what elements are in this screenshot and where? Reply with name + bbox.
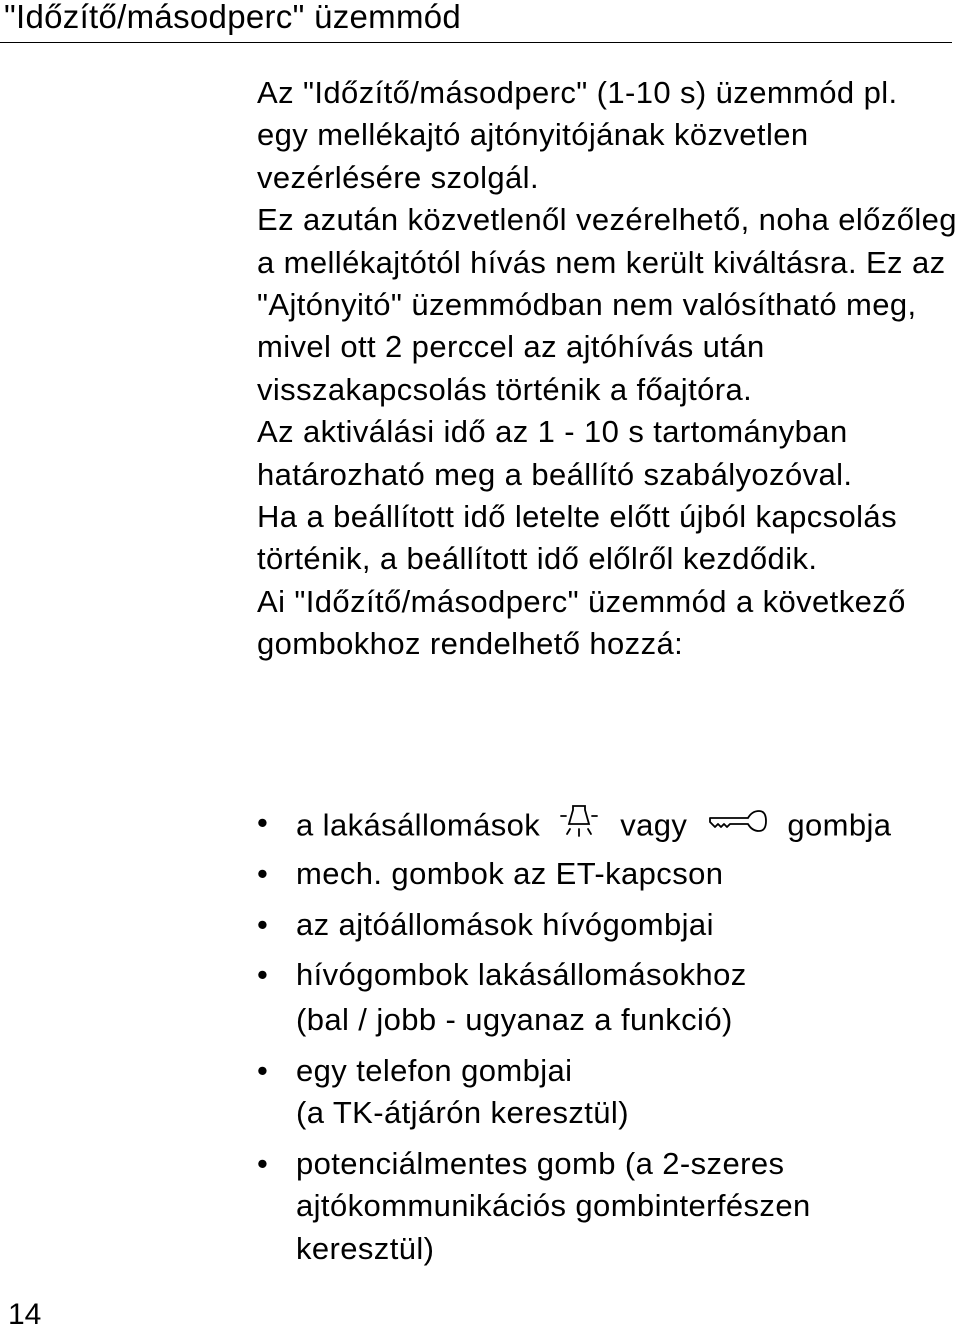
paragraph-restart: Ha a beállított idő letelte előtt újból kapcsolás történik, a beállított idő előlről kezdődik.: [257, 499, 897, 577]
list-item-text: a lakásállomások: [296, 807, 541, 843]
heading-rule: [0, 42, 952, 43]
bullet-marker: •: [257, 856, 269, 891]
paragraph-direct-control: Ez azután közvetlenől vezérelhető, noha előzőleg a mellékajtótól hívás nem került kiváltásra. Ez az "Ajtónyitó" üzemmódban nem valósítható meg, mivel ott 2 perccel az ajtóhívás után visszakapcsolás történik a főajtóra.: [257, 202, 957, 407]
paragraph-activation-time: Az aktiválási idő az 1 - 10 s tartományban határozható meg a beállító szabályozóval.: [257, 414, 853, 492]
list-item-text: az ajtóállomások hívógombjai: [296, 907, 714, 942]
list-item-text: mech. gombok az ET-kapcson: [296, 856, 724, 891]
list-item-text: (a TK-átjárón keresztül): [296, 1095, 629, 1130]
list-item-text: potenciálmentes gomb (a 2-szeres: [296, 1146, 785, 1181]
bullet-marker: •: [257, 957, 269, 992]
bullet-marker: •: [257, 805, 269, 840]
list-item-text: vagy: [620, 807, 688, 843]
list-item-text: hívógombok lakásállomásokhoz: [296, 957, 747, 992]
bullet-marker: •: [257, 1146, 269, 1181]
bullet-marker: •: [257, 907, 269, 942]
body-text: [257, 72, 957, 666]
list-item-text: ajtókommunikációs gombinterfészen: [296, 1188, 811, 1223]
list-item-text: (bal / jobb - ugyanaz a funkció): [296, 1002, 733, 1037]
list-item-text: keresztül): [296, 1231, 435, 1266]
bullet-marker: •: [257, 1053, 269, 1088]
paragraph-intro: Az "Időzítő/másodperc" (1-10 s) üzemmód pl. egy mellékajtó ajtónyitójának közvetlen vezérlésére szolgál.: [257, 75, 898, 195]
page-heading: "Időzítő/másodperc" üzemmód: [4, 0, 462, 35]
page-number: 14: [8, 1298, 42, 1331]
list-item-text: egy telefon gombjai: [296, 1053, 573, 1088]
list-item-text: gombja: [787, 807, 892, 843]
key-icon: [708, 803, 768, 845]
paragraph-assignable: Ai "Időzítő/másodperc" üzemmód a következő gombokhoz rendelhető hozzá:: [257, 583, 906, 662]
light-bulb-icon: [559, 798, 599, 849]
